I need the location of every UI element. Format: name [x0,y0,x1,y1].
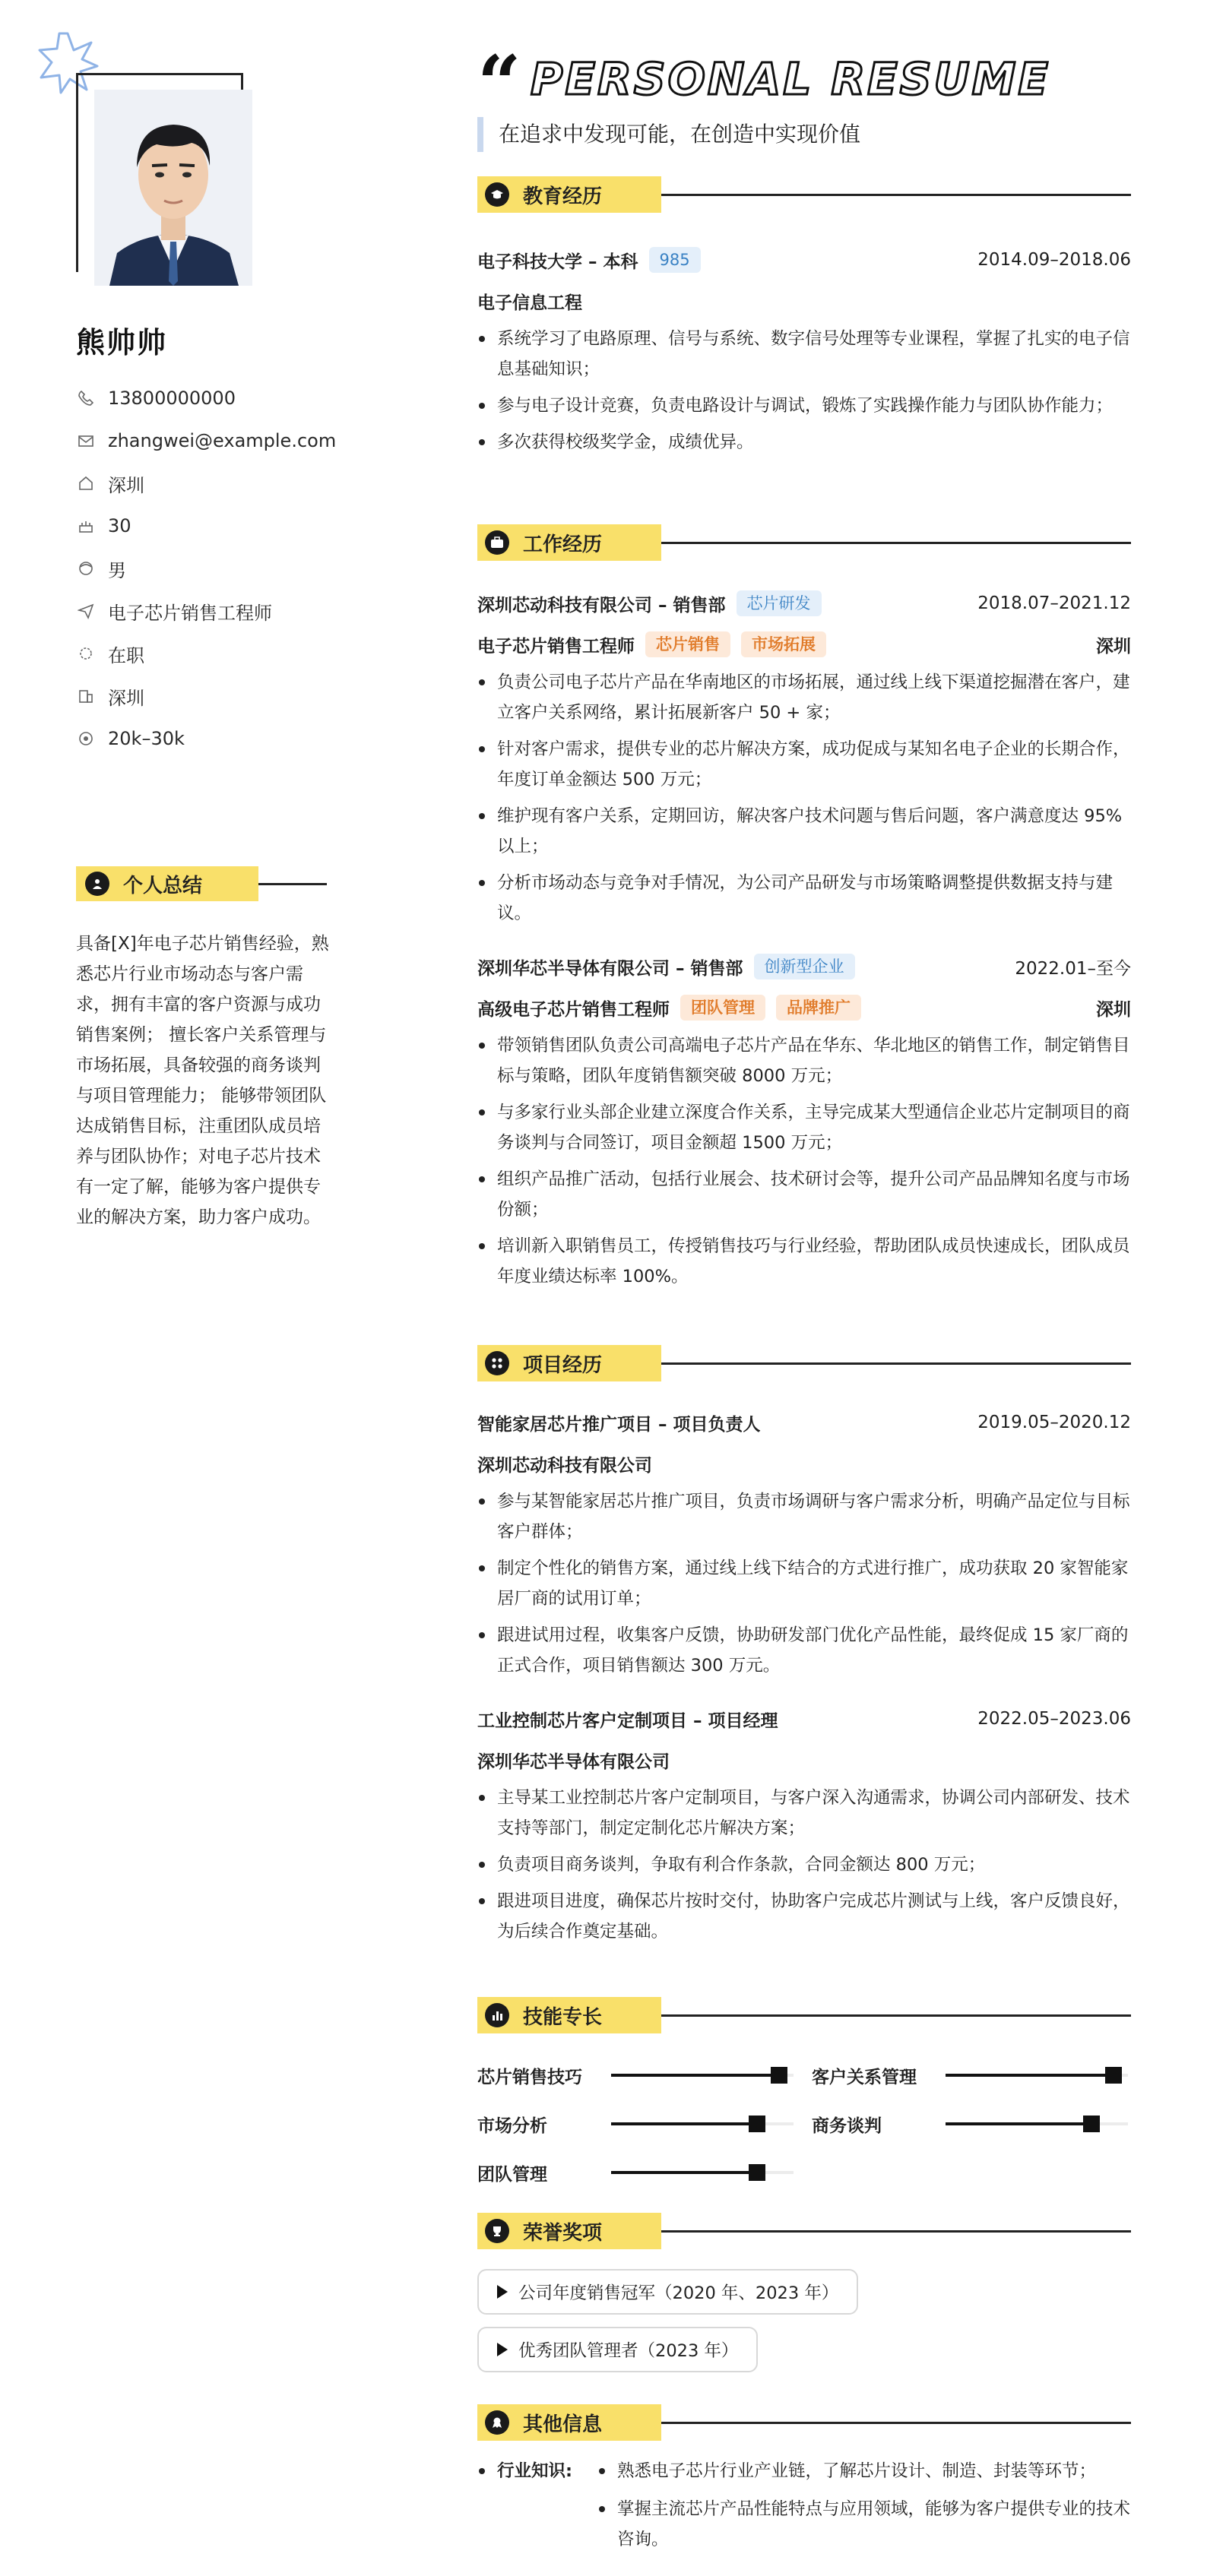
skill-item [812,2105,1139,2143]
skill-label: 芯片销售技巧 [477,2067,582,2087]
work-section-header [477,524,1131,561]
projects-section [477,1345,1131,1953]
project-name: 智能家居芯片推广项目 – 项目负责人 [477,1414,761,1435]
award-item: 公司年度销售冠军（2020 年、2023 年） [477,2269,858,2315]
status-icon [76,644,96,663]
awards-title: 荣誉奖项 [523,2221,603,2245]
list-item: 与多家行业头部企业建立深度合作关系，主导完成某大型通信企业芯片定制项目的商务谈判与合同签订，项目金额超 1500 万元； [477,1097,1131,1158]
list-item: 负责项目商务谈判，争取有利合作条款，合同金额达 800 万元； [477,1850,1131,1880]
job-city: 深圳 [1096,636,1131,657]
other-info-row [477,2456,1131,2562]
project-org: 深圳华芯半导体有限公司 [477,1752,670,1772]
awards-section [477,2213,1131,2385]
other-section-header [477,2404,1131,2441]
skill-item [477,2056,804,2094]
education-section [477,176,1131,464]
info-row-salary [76,717,395,760]
school-tag: 985 [649,247,701,273]
education-section-header [477,176,1131,213]
skill-bar [946,2122,1128,2125]
list-item: 跟进试用过程，收集客户反馈，协助研发部门优化产品性能，最终促成 15 家厂商的正式合作，项目销售额达 300 万元。 [477,1620,1131,1681]
list-item: 主导某工业控制芯片客户定制项目，与客户深入沟通需求，协调公司内部研发、技术支持等部门，制定定制化芯片解决方案； [477,1783,1131,1843]
position-value: 电子芯片销售工程师 [108,602,272,624]
project-period: 2019.05–2020.12 [977,1413,1131,1432]
badge-icon [485,2410,509,2435]
role-tag: 品牌推广 [776,995,861,1021]
list-item: 制定个性化的销售方案，通过线上线下结合的方式进行推广，成功获取 20 家智能家居厂商的试用订单； [477,1553,1131,1614]
grid-icon [485,1351,509,1375]
skills-section [477,1997,1131,2198]
skill-label: 市场分析 [477,2116,547,2136]
skill-bar [946,2074,1128,2077]
work-title: 工作经历 [523,533,603,556]
list-item: 针对客户需求，提供专业的芯片解决方案，成功促成与某知名电子企业的长期合作，年度订单金额达 500 万元； [477,734,1131,795]
salary-icon [76,729,96,748]
education-period: 2014.09–2018.06 [977,250,1131,270]
info-row-age [76,505,395,547]
job-role: 电子芯片销售工程师 [477,636,635,657]
work-section [477,524,1131,1298]
avatar [94,90,252,286]
info-row-phone [76,377,395,419]
gender-value: 男 [108,559,126,581]
motto: 在追求中发现可能，在创造中实现价值 [477,117,860,152]
home-value: 深圳 [108,474,144,496]
resume-header [477,39,1131,128]
age-value: 30 [108,515,131,536]
divider [661,2014,1131,2017]
info-row-position [76,590,395,632]
company-name: 深圳芯动科技有限公司 – 销售部 [477,595,726,616]
profile-name: 熊帅帅 [76,326,168,359]
skill-item [812,2056,1139,2094]
role-tag: 团队管理 [680,995,765,1021]
skill-label: 商务谈判 [812,2116,882,2136]
briefcase-icon [485,530,509,555]
page-title: PERSONAL RESUME [531,53,1050,105]
info-row-home [76,462,395,505]
education-entry-header [477,245,1131,275]
info-row-status [76,632,395,675]
education-title: 教育经历 [523,185,603,208]
skill-item [477,2105,804,2143]
list-item: 分析市场动态与竞争对手情况，为公司产品研发与市场策略调整提供数据支持与建议。 [477,868,1131,929]
job-city: 深圳 [1096,999,1131,1020]
list-item: 掌握主流芯片产品性能特点与应用领域，能够为客户提供专业的技术咨询。 [597,2494,1131,2555]
list-item: 组织产品推广活动，包括行业展会、技术研讨会等，提升公司产品品牌知名度与市场份额； [477,1164,1131,1225]
trophy-icon [485,2219,509,2243]
skills-section-header [477,1997,1131,2033]
info-row-gender [76,547,395,590]
divider [661,2422,1131,2424]
mail-icon [76,431,96,451]
list-item: 参与某智能家居芯片推广项目，负责市场调研与客户需求分析，明确产品定位与目标客户群体； [477,1486,1131,1547]
list-item: 负责公司电子芯片产品在华南地区的市场拓展，通过线上线下渠道挖掘潜在客户，建立客户关系网络，累计拓展新客户 50 + 家； [477,667,1131,728]
info-row-email [76,419,395,462]
skill-bar [611,2122,794,2125]
awards-section-header [477,2213,1131,2249]
bar-chart-icon [485,2003,509,2027]
major: 电子信息工程 [477,293,582,313]
job-entry [477,951,1131,1292]
info-row-city [76,675,395,717]
skill-bar [611,2074,794,2077]
person-icon [85,872,109,896]
list-item: 多次获得校级奖学金，成绩优异。 [477,427,1131,457]
quote-mark-icon: “ [477,39,521,128]
list-item: 参与电子设计竞赛，负责电路设计与调试，锻炼了实践操作能力与团队协作能力； [477,391,1131,421]
divider [258,883,327,885]
project-entry [477,1704,1131,1947]
divider [661,194,1131,196]
phone-value: 13800000000 [108,388,236,409]
education-bullets [477,324,1131,457]
graduation-cap-icon [485,182,509,207]
projects-title: 项目经历 [523,1353,603,1377]
list-item: 培训新入职销售员工，传授销售技巧与行业经验，帮助团队成员快速成长，团队成员年度业绩达标率 100%。 [477,1231,1131,1292]
role-tag: 芯片销售 [645,631,730,657]
salary-value: 20k–30k [108,728,185,749]
job-role: 高级电子芯片销售工程师 [477,999,670,1020]
summary-section-header [76,866,327,901]
divider [661,1362,1131,1365]
age-icon [76,516,96,536]
list-item: 维护现有客户关系，定期回访，解决客户技术问题与售后问题，客户满意度达 95%以上； [477,801,1131,862]
contact-info-list [76,377,395,760]
sidebar [0,0,426,2576]
job-period: 2018.07–2021.12 [977,593,1131,613]
award-item: 优秀团队管理者（2023 年） [477,2327,758,2372]
projects-section-header [477,1345,1131,1381]
play-triangle-icon [497,2285,508,2299]
project-name: 工业控制芯片客户定制项目 – 项目经理 [477,1710,778,1731]
city-value: 深圳 [108,687,144,709]
project-entry [477,1407,1131,1681]
skill-bar [611,2171,794,2174]
divider [661,2230,1131,2233]
role-tag: 市场拓展 [741,631,826,657]
skill-item [477,2154,804,2191]
status-value: 在职 [108,644,144,666]
gender-icon [76,559,96,578]
skill-label: 客户关系管理 [812,2067,917,2087]
job-entry [477,588,1131,929]
list-item: 熟悉电子芯片行业产业链，了解芯片设计、制造、封装等环节； [597,2456,1131,2486]
company-name: 深圳华芯半导体有限公司 – 销售部 [477,958,743,979]
company-tag: 芯片研发 [737,590,822,616]
summary-text: 具备[X]年电子芯片销售经验，熟悉芯片行业市场动态与客户需求，拥有丰富的客户资源与成功销售案例； 擅长客户关系管理与市场拓展，具备较强的商务谈判与项目管理能力； 能够带领团队达成销售目标，注重团队成员培养与团队协作；对电子芯片技术有一定了解，能够为客户提供专业的解决方案，助力客户成功。 [76,934,329,1227]
phone-icon [76,388,96,408]
other-section [477,2404,1131,2562]
play-triangle-icon [497,2343,508,2356]
other-key: 行业知识: [477,2456,597,2562]
list-item: 系统学习了电路原理、信号与系统、数字信号处理等专业课程，掌握了扎实的电子信息基础知识； [477,324,1131,385]
list-item: 带领销售团队负责公司高端电子芯片产品在华东、华北地区的销售工作，制定销售目标与策略，团队年度销售额突破 8000 万元； [477,1030,1131,1091]
project-period: 2022.05–2023.06 [977,1709,1131,1729]
company-tag: 创新型企业 [754,954,855,979]
divider [661,542,1131,544]
job-period: 2022.01–至今 [1015,958,1131,979]
home-icon [76,473,96,493]
skill-label: 团队管理 [477,2164,547,2185]
school-name: 电子科技大学 – 本科 [477,252,638,272]
skills-title: 技能专长 [523,2005,603,2029]
send-icon [76,601,96,621]
email-value: zhangwei@example.com [108,430,337,451]
other-title: 其他信息 [523,2413,603,2436]
building-icon [76,686,96,706]
summary-title: 个人总结 [123,874,203,897]
list-item: 跟进项目进度，确保芯片按时交付，协助客户完成芯片测试与上线，客户反馈良好，为后续合作奠定基础。 [477,1886,1131,1947]
skills-grid [477,2046,1131,2198]
project-org: 深圳芯动科技有限公司 [477,1455,652,1476]
